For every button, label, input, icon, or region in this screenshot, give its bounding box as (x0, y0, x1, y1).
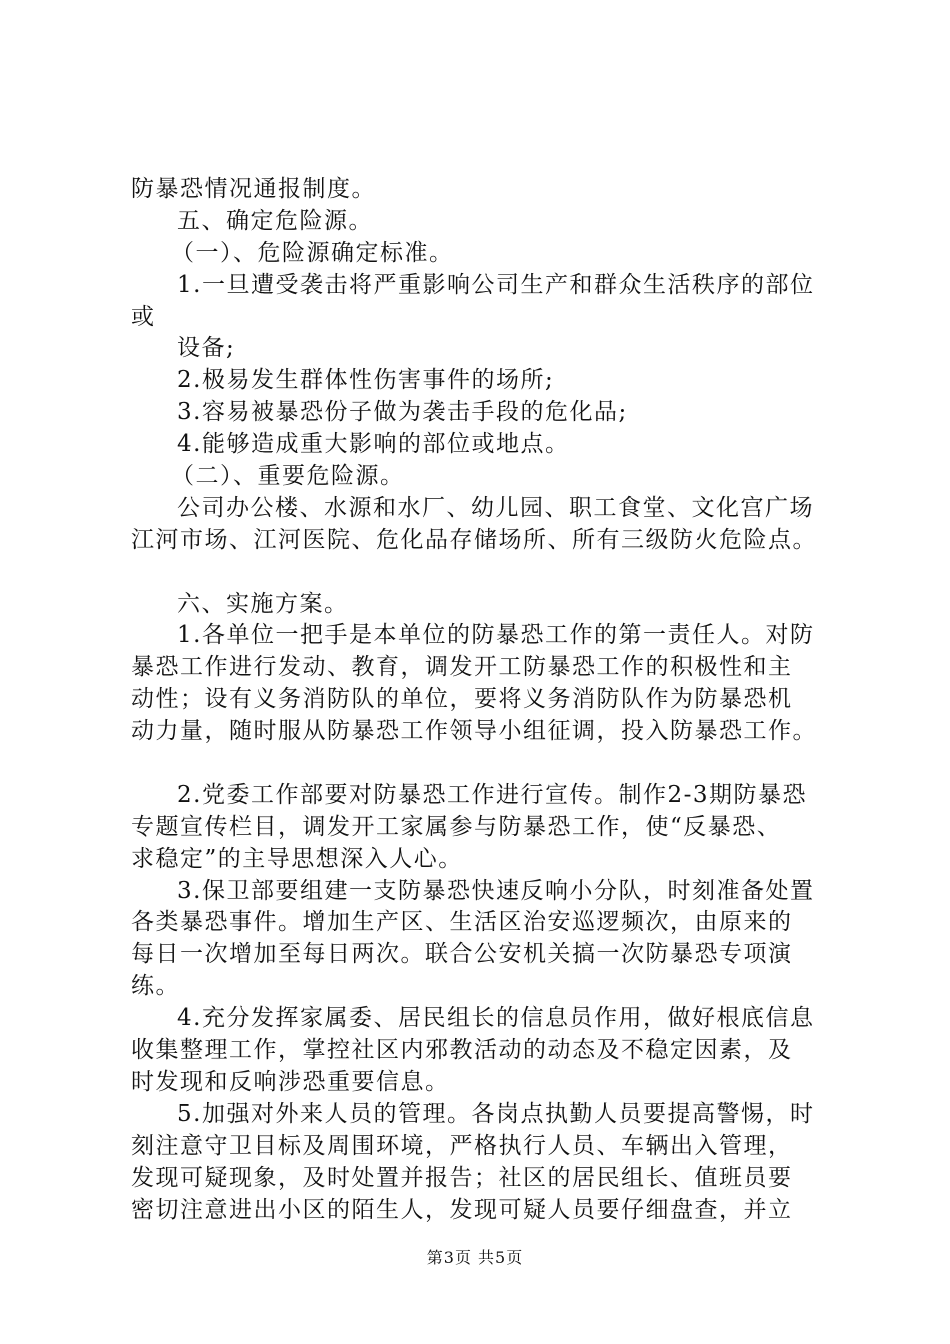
text-line: 专题宣传栏目，调发开工家属参与防暴恐工作，使“反暴恐、 (131, 813, 782, 840)
text-line: 2.极易发生群体性伤害事件的场所; (177, 367, 555, 394)
text-line: 设备; (177, 335, 236, 362)
text-line: 每日一次增加至每日两次。联合公安机关搞一次防暴恐专项演 (131, 941, 793, 968)
text-line: 或 (131, 303, 156, 330)
page-number-footer: 第3页 共5页 (426, 1248, 524, 1267)
text-line: 刻注意守卫目标及周围环境，严格执行人员、车辆出入管理， (131, 1132, 793, 1159)
text-line: 3.保卫部要组建一支防暴恐快速反响小分队，时刻准备处置 (177, 877, 815, 904)
text-line: 求稳定”的主导思想深入人心。 (131, 845, 463, 872)
text-line: 练。 (131, 973, 180, 1000)
text-line: 发现可疑现象，及时处置并报告；社区的居民组长、值班员要 (131, 1164, 793, 1191)
text-line: 收集整理工作，掌控社区内邪教活动的动态及不稳定因素，及 (131, 1037, 793, 1064)
section-heading: 五、确定危险源。 (177, 207, 373, 234)
section-heading: 六、实施方案。 (177, 590, 349, 617)
text-line: 5.加强对外来人员的管理。各岗点执勤人员要提高警惕，时 (177, 1100, 815, 1127)
document-body (131, 174, 841, 1226)
text-line: 2.党委工作部要对防暴恐工作进行宣传。制作2-3期防暴恐 (177, 781, 807, 808)
text-line: 公司办公楼、水源和水厂、幼儿园、职工食堂、文化宫广场 (177, 494, 814, 521)
paragraph-gap (131, 557, 841, 589)
text-line: 防暴恐情况通报制度。 (131, 176, 376, 202)
text-line: 1.各单位一把手是本单位的防暴恐工作的第一责任人。对防 (177, 622, 815, 649)
text-line: 3.容易被暴恐份子做为袭击手段的危化品; (177, 399, 628, 426)
subsection-heading: （二）、重要危险源。 (171, 463, 405, 490)
text-line: 密切注意进出小区的陌生人，发现可疑人员要仔细盘查，并立 (131, 1196, 793, 1223)
text-line: 1.一旦遭受袭击将严重影响公司生产和群众生活秩序的部位 (177, 271, 815, 298)
text-line: 各类暴恐事件。增加生产区、生活区治安巡逻频次，由原来的 (131, 909, 793, 936)
text-line: 动性；设有义务消防队的单位，要将义务消防队作为防暴恐机 (131, 686, 793, 713)
text-line: 暴恐工作进行发动、教育，调发开工防暴恐工作的积极性和主 (131, 654, 793, 681)
subsection-heading: （一）、危险源确定标准。 (171, 239, 454, 266)
text-line: 4.能够造成重大影响的部位或地点。 (177, 431, 570, 458)
paragraph-gap (131, 748, 841, 780)
text-line: 动力量，随时服从防暴恐工作领导小组征调，投入防暴恐工作。 (131, 718, 817, 745)
text-line: 江河市场、江河医院、危化品存储场所、所有三级防火危险点。 (131, 526, 817, 553)
text-line: 4.充分发挥家属委、居民组长的信息员作用，做好根底信息 (177, 1005, 815, 1032)
text-line: 时发现和反响涉恐重要信息。 (131, 1068, 450, 1095)
